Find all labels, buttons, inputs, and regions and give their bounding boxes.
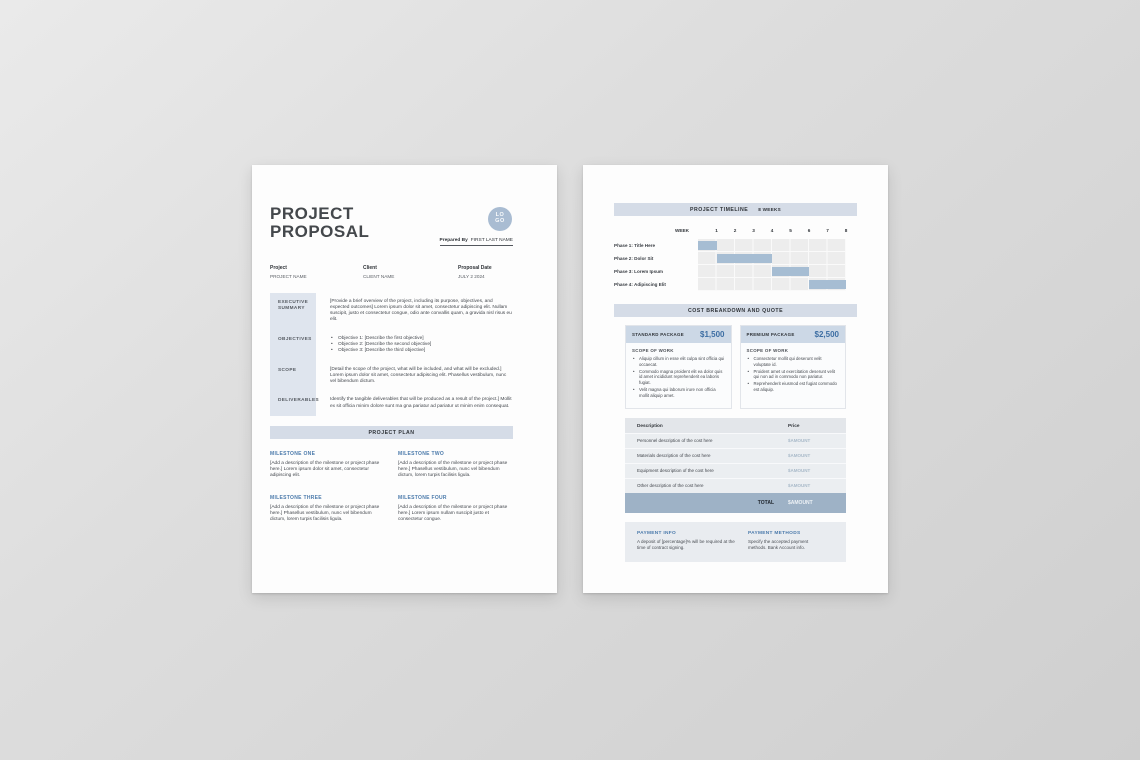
milestone-one-title: MILESTONE ONE — [270, 451, 316, 458]
scope-item: • Consectetur mollit qui deserunt velit voluptate id. — [747, 356, 840, 368]
meta-project-label: Project — [270, 265, 287, 271]
section-body-objectives — [330, 330, 513, 361]
premium-package-header — [741, 326, 846, 343]
gantt-week-numbers — [698, 228, 846, 239]
total-value: $AMOUNT — [788, 499, 813, 506]
row-description: Equipment description of the cost here — [637, 468, 714, 474]
standard-package-name: STANDARD PACKAGE — [632, 332, 684, 337]
prepared-by-line — [440, 238, 513, 246]
timeline-duration: 8 WEEKS — [758, 207, 781, 212]
company-logo-icon — [488, 207, 512, 231]
row-description: Other description of the cost here — [637, 483, 704, 489]
cost-header-bar — [614, 304, 857, 317]
payment-info-title: PAYMENT INFO — [637, 530, 677, 536]
prepared-by-value: FIRST LAST NAME — [470, 238, 513, 243]
scope-item: • Commodo magna proident elit ea dolor quis id amet incididunt reprehenderit ea laboris fugiat. — [632, 369, 725, 386]
meta-date-label: Proposal Date — [458, 265, 492, 271]
logo-text-line-2: GO — [495, 218, 505, 224]
week-number-5: 5 — [789, 228, 792, 233]
milestone-two-body: [Add a description of the milestone or project phase here.] Phasellus vestibulum, nunc vel bibendum dictum, lorem turpis facilisis ligula. — [398, 461, 508, 479]
milestone-one-body: [Add a description of the milestone or project phase here.] Lorem ipsum dolor sit amet, consectetur adipiscing elit. — [270, 461, 380, 479]
milestone-three-title: MILESTONE THREE — [270, 494, 322, 501]
scope-item: • Proident amet ut exercitation deserunt velit qui non ad in commodo non pariatur. — [747, 369, 840, 381]
objective-item: • Objective 3: [Describe the third objective] — [330, 348, 513, 354]
row-price: $AMOUNT — [788, 453, 811, 459]
gantt-body — [614, 239, 857, 291]
milestone-four-body: [Add a description of the milestone or project phase here.] Lorem ipsum nullam suscipit justo et consectetur congue. — [398, 504, 508, 523]
premium-package-name: PREMIUM PACKAGE — [746, 332, 795, 337]
standard-package-price: $1,500 — [700, 330, 725, 339]
project-plan-header-bar — [270, 426, 513, 439]
milestone-three — [270, 495, 385, 524]
week-number-7: 7 — [826, 228, 829, 233]
week-number-8: 8 — [844, 228, 848, 233]
standard-package-card — [625, 325, 732, 409]
section-body-executive-summary: [Provide a brief overview of the project, including its purpose, objectives, and expected outcomes] Lorem ipsum dolor sit amet, consectetur adipiscing elit. Nullam suscipit, justo et consectetur congue, odio ante convallis quam, a gravida nisl risus eu elit. — [330, 298, 512, 323]
payment-methods-column — [748, 531, 834, 551]
meta-project — [270, 265, 363, 279]
gantt-week-label: WEEK — [674, 228, 689, 233]
phase-2-label: Phase 2: Dolor Sit — [614, 256, 654, 261]
payment-panel — [625, 522, 846, 562]
phase-4-label: Phase 4: Adipiscing Elit — [614, 282, 666, 287]
prepared-by-label: Prepared By — [439, 238, 468, 243]
gantt-chart — [614, 228, 857, 291]
timeline-title: PROJECT TIMELINE — [690, 206, 749, 213]
row-price: $AMOUNT — [788, 483, 811, 489]
premium-package-card — [740, 325, 847, 409]
phase-1-bar — [698, 241, 717, 250]
payment-methods-body: Specify the accepted payment methods. Bank Account info. — [748, 538, 809, 550]
section-body-scope: [Detail the scope of the project, what will be included, and what will be excluded.] Lorem ipsum dolor sit amet, consectetur adipiscing elit. Phasellus vestibulum, nunc vel bibendum dictum. — [330, 366, 507, 385]
phase-4-bar — [809, 280, 846, 289]
premium-package-price: $2,500 — [814, 330, 839, 339]
milestones-grid — [270, 451, 513, 523]
table-row — [625, 433, 846, 448]
cost-table-header — [625, 418, 846, 433]
week-number-2: 2 — [733, 228, 737, 233]
section-label-deliverables: DELIVERABLES — [270, 391, 316, 416]
section-label-scope: SCOPE — [270, 361, 316, 392]
week-number-4: 4 — [770, 228, 774, 233]
info-sections — [270, 293, 513, 417]
premium-scope-list — [747, 356, 840, 393]
objective-item: • Objective 1: [Describe the first objective] — [330, 336, 513, 342]
proposal-meta-row — [270, 265, 513, 279]
logo-text-line-1: LO — [495, 212, 505, 219]
page1-header — [270, 205, 513, 246]
cost-table — [625, 418, 846, 513]
total-label: TOTAL — [757, 499, 774, 506]
phase-3-bar — [772, 267, 809, 276]
milestone-two — [398, 451, 513, 480]
standard-package-header — [626, 326, 731, 343]
table-row — [625, 463, 846, 478]
section-label-objectives: OBJECTIVES — [270, 330, 316, 361]
section-label-executive-summary: EXECUTIVE SUMMARY — [270, 293, 316, 330]
standard-package-body — [626, 343, 731, 408]
title-line-1: PROJECT — [270, 204, 354, 223]
cost-title: COST BREAKDOWN AND QUOTE — [687, 307, 784, 314]
week-number-1: 1 — [715, 228, 718, 233]
proposal-page-1 — [252, 165, 557, 593]
section-body-deliverables: Identify the tangible deliverables that will be produced as a result of the project.] Mollit ex sit officia minim dolore sunt ma gna pariatur ad pariatur ut minim enim consequat. — [330, 397, 512, 409]
phase-1-label: Phase 1: Title Here — [614, 243, 656, 248]
premium-scope-label: SCOPE OF WORK — [746, 348, 789, 353]
row-description: Personnel description of the cost here — [637, 438, 713, 444]
package-cards — [625, 325, 846, 409]
premium-package-body — [741, 343, 846, 402]
gantt-phase-labels — [614, 239, 698, 291]
total-row — [625, 493, 846, 513]
objectives-list — [330, 336, 513, 355]
gantt-week-header — [614, 228, 857, 239]
phase-3-label: Phase 3: Lorem Ipsum — [614, 269, 664, 274]
phase-2-bar — [717, 254, 773, 263]
title-line-2: PROPOSAL — [270, 222, 370, 241]
payment-info-column — [637, 531, 748, 551]
price-column-header: Price — [788, 422, 800, 428]
payment-info-body: A deposit of [percentage]% will be required at the time of contract signing. — [637, 538, 735, 550]
row-price: $AMOUNT — [788, 468, 811, 474]
document-title — [270, 205, 369, 246]
week-number-6: 6 — [807, 228, 811, 233]
gantt-grid — [698, 239, 846, 291]
meta-project-value: PROJECT NAME — [270, 273, 307, 279]
scope-item: • Aliquip cillum in esse elit culpa sint officia qui occaecat. — [632, 356, 725, 368]
scope-item: • Reprehenderit eiusmod est fugiat commodo est aliquip. — [747, 381, 840, 393]
row-description: Materials description of the cost here — [637, 453, 711, 459]
scope-item: • Velit magna qui laborum irure non officia mollit aliquip amet. — [632, 387, 725, 399]
header-right — [440, 205, 513, 246]
meta-client-label: Client — [363, 265, 377, 271]
proposal-page-2 — [583, 165, 888, 593]
project-plan-title: PROJECT PLAN — [368, 429, 415, 436]
timeline-header-bar — [614, 203, 857, 216]
table-row — [625, 478, 846, 493]
description-column-header: Description — [637, 422, 663, 428]
week-number-3: 3 — [752, 228, 755, 233]
table-row — [625, 448, 846, 463]
meta-date-value: JULY 2 2024 — [458, 273, 485, 279]
milestone-three-body: [Add a description of the milestone or project phase here.] Phasellus vestibulum, nunc vel bibendum dictum, lorem turpis facilisis ligula. — [270, 504, 380, 523]
milestone-two-title: MILESTONE TWO — [398, 451, 445, 458]
milestone-four — [398, 495, 513, 524]
standard-scope-list — [632, 356, 725, 399]
objective-item: • Objective 2: [Describe the second objective] — [330, 342, 513, 348]
meta-client — [363, 265, 458, 279]
meta-proposal-date — [458, 265, 513, 279]
meta-client-value: CLIENT NAME — [363, 273, 395, 279]
milestone-one — [270, 451, 385, 480]
milestone-four-title: MILESTONE FOUR — [398, 494, 447, 501]
payment-methods-title: PAYMENT METHODS — [748, 530, 801, 536]
row-price: $AMOUNT — [788, 438, 811, 444]
standard-scope-label: SCOPE OF WORK — [632, 348, 674, 353]
